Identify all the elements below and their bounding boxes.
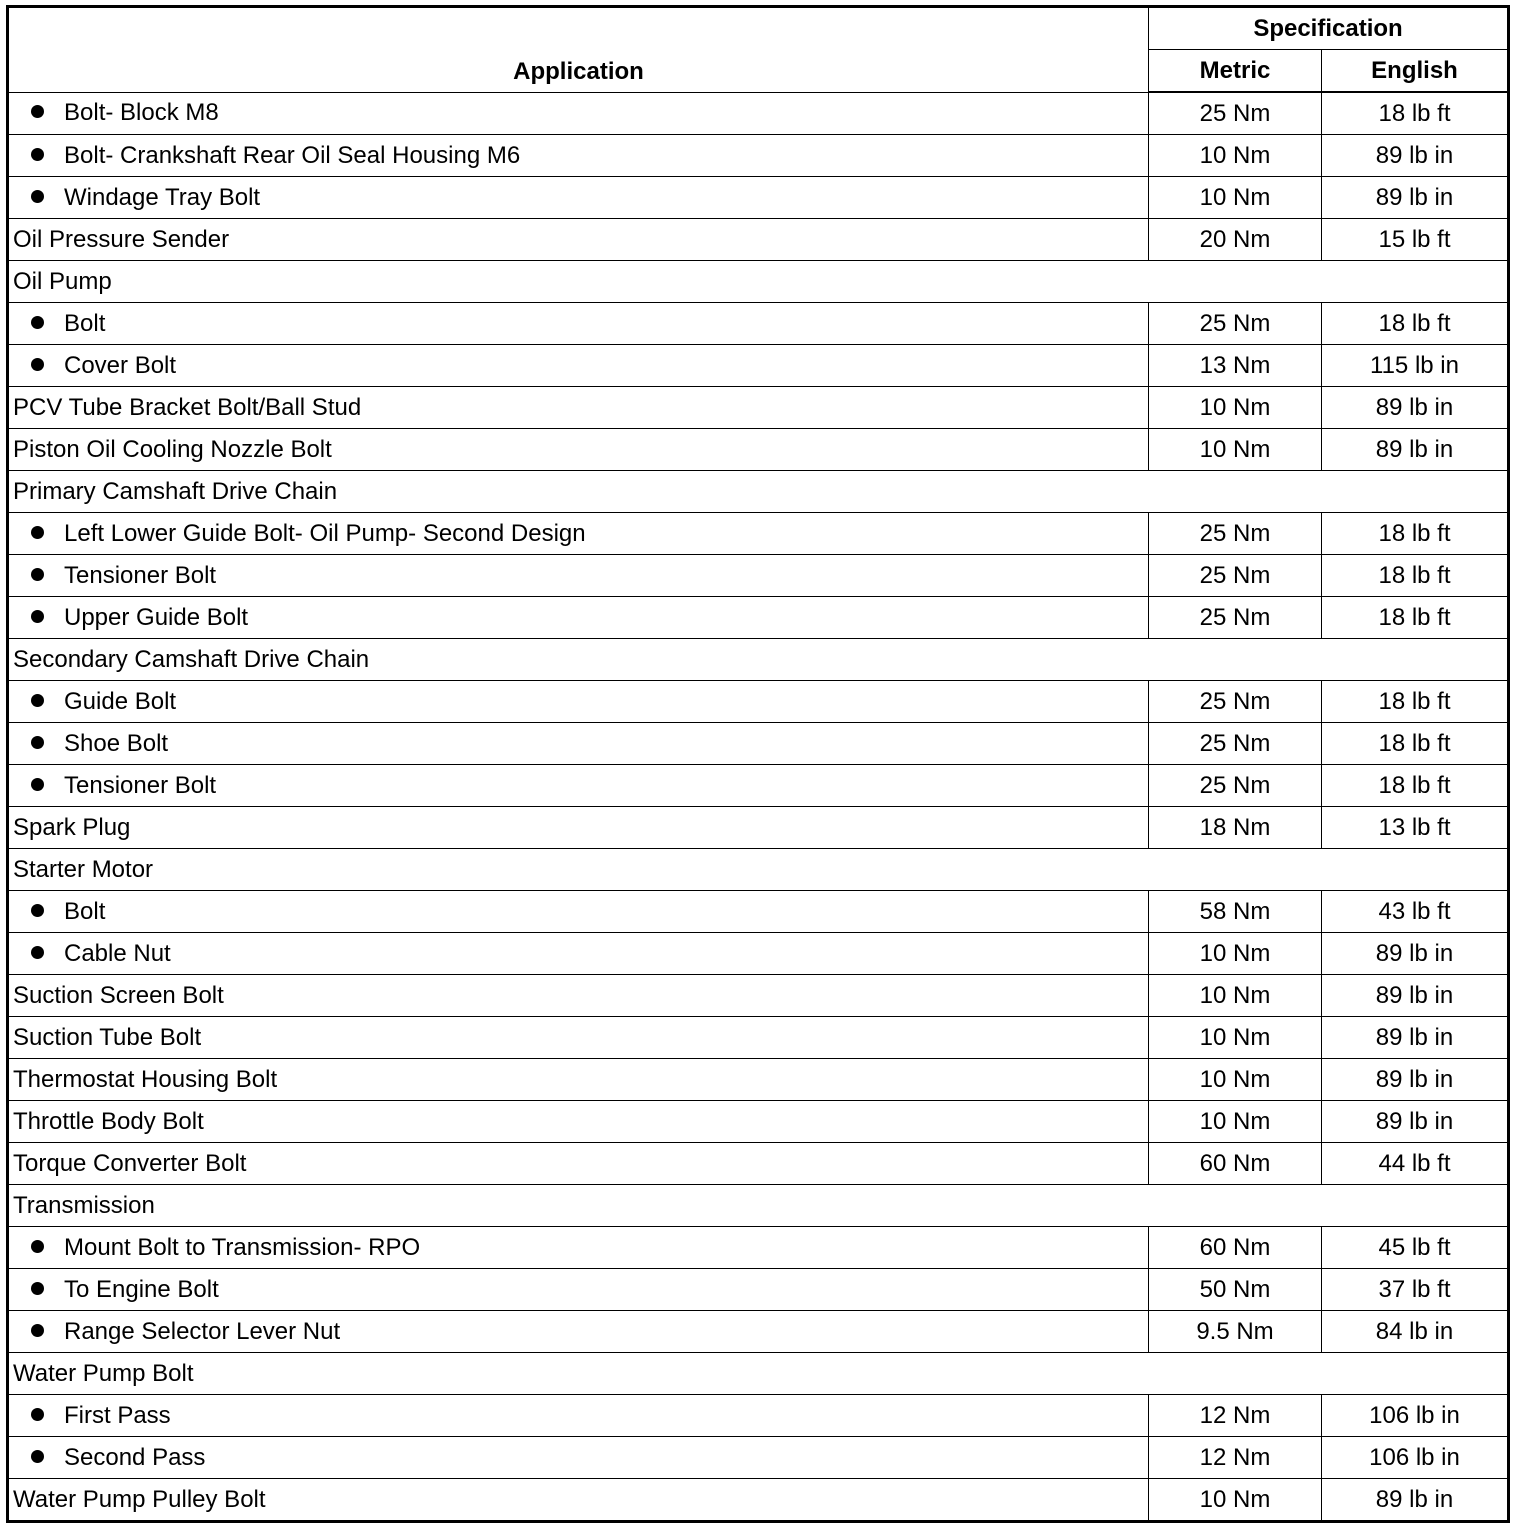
- bullet-icon: [31, 1450, 44, 1463]
- application-label: Cable Nut: [64, 939, 171, 967]
- application-cell: [8, 1395, 1149, 1437]
- application-label: PCV Tube Bracket Bolt/Ball Stud: [13, 393, 362, 421]
- bullet-icon: [31, 904, 44, 917]
- english-value: 18 lb ft: [1322, 555, 1509, 597]
- table-row: [8, 1143, 1509, 1185]
- table-row: [8, 1269, 1509, 1311]
- application-cell: [8, 92, 1149, 135]
- application-label: To Engine Bolt: [64, 1275, 219, 1303]
- english-value: 45 lb ft: [1322, 1227, 1509, 1269]
- application-label: Bolt- Block M8: [64, 99, 219, 127]
- group-label: Secondary Camshaft Drive Chain: [8, 639, 1509, 681]
- bullet-icon: [31, 190, 44, 203]
- bullet-icon: [31, 946, 44, 959]
- english-value: 37 lb ft: [1322, 1269, 1509, 1311]
- table-row: [8, 92, 1509, 135]
- application-cell: [8, 1227, 1149, 1269]
- english-value: 18 lb ft: [1322, 303, 1509, 345]
- application-cell: [8, 681, 1149, 723]
- header-row-top: [8, 7, 1509, 50]
- metric-value: 25 Nm: [1149, 723, 1322, 765]
- application-label: Piston Oil Cooling Nozzle Bolt: [13, 435, 332, 463]
- group-row: [8, 1353, 1509, 1395]
- metric-value: 10 Nm: [1149, 1479, 1322, 1522]
- application-cell: [8, 765, 1149, 807]
- application-cell: [8, 975, 1149, 1017]
- english-value: 89 lb in: [1322, 1101, 1509, 1143]
- metric-value: 25 Nm: [1149, 765, 1322, 807]
- bullet-icon: [31, 568, 44, 581]
- group-row: [8, 261, 1509, 303]
- application-cell: [8, 1479, 1149, 1522]
- metric-value: 13 Nm: [1149, 345, 1322, 387]
- english-value: 18 lb ft: [1322, 597, 1509, 639]
- metric-value: 10 Nm: [1149, 975, 1322, 1017]
- metric-value: 20 Nm: [1149, 219, 1322, 261]
- table-row: [8, 1437, 1509, 1479]
- english-value: 18 lb ft: [1322, 723, 1509, 765]
- application-label: Water Pump Pulley Bolt: [13, 1485, 266, 1513]
- english-value: 89 lb in: [1322, 135, 1509, 177]
- bullet-icon: [31, 778, 44, 791]
- table-row: [8, 681, 1509, 723]
- torque-spec-table: [6, 5, 1510, 1523]
- application-label: Bolt: [64, 897, 106, 925]
- table-row: [8, 135, 1509, 177]
- metric-value: 25 Nm: [1149, 597, 1322, 639]
- table-row: [8, 975, 1509, 1017]
- application-cell: [8, 555, 1149, 597]
- table-row: [8, 303, 1509, 345]
- application-label: Oil Pressure Sender: [13, 225, 230, 253]
- english-value: 18 lb ft: [1322, 513, 1509, 555]
- bullet-icon: [31, 694, 44, 707]
- application-cell: [8, 597, 1149, 639]
- table-row: [8, 387, 1509, 429]
- english-value: 84 lb in: [1322, 1311, 1509, 1353]
- application-label: Second Pass: [64, 1443, 206, 1471]
- group-label: Oil Pump: [8, 261, 1509, 303]
- application-label: First Pass: [64, 1401, 171, 1429]
- english-value: 13 lb ft: [1322, 807, 1509, 849]
- english-value: 106 lb in: [1322, 1395, 1509, 1437]
- application-label: Left Lower Guide Bolt- Oil Pump- Second Design: [64, 519, 586, 547]
- metric-value: 10 Nm: [1149, 387, 1322, 429]
- application-cell: [8, 135, 1149, 177]
- table-row: [8, 1059, 1509, 1101]
- metric-value: 12 Nm: [1149, 1395, 1322, 1437]
- bullet-icon: [31, 148, 44, 161]
- bullet-icon: [31, 1408, 44, 1421]
- application-label: Bolt: [64, 309, 106, 337]
- application-cell: [8, 891, 1149, 933]
- application-label: Guide Bolt: [64, 687, 177, 715]
- metric-header: Metric: [1149, 50, 1322, 93]
- table-body: [8, 92, 1509, 1522]
- english-value: 15 lb ft: [1322, 219, 1509, 261]
- application-label: Bolt- Crankshaft Rear Oil Seal Housing M6: [64, 141, 521, 169]
- metric-value: 9.5 Nm: [1149, 1311, 1322, 1353]
- english-value: 89 lb in: [1322, 933, 1509, 975]
- group-row: [8, 639, 1509, 681]
- application-cell: [8, 345, 1149, 387]
- application-label: Torque Converter Bolt: [13, 1149, 247, 1177]
- table-row: [8, 1311, 1509, 1353]
- metric-value: 25 Nm: [1149, 513, 1322, 555]
- group-row: [8, 1185, 1509, 1227]
- bullet-icon: [31, 358, 44, 371]
- group-label: Transmission: [8, 1185, 1509, 1227]
- english-value: 89 lb in: [1322, 1017, 1509, 1059]
- english-value: 89 lb in: [1322, 1059, 1509, 1101]
- application-label: Windage Tray Bolt: [64, 183, 261, 211]
- application-label: Thermostat Housing Bolt: [13, 1065, 278, 1093]
- metric-value: 25 Nm: [1149, 681, 1322, 723]
- table-row: [8, 1227, 1509, 1269]
- english-value: 89 lb in: [1322, 177, 1509, 219]
- table-row: [8, 555, 1509, 597]
- table-row: [8, 597, 1509, 639]
- application-cell: [8, 1059, 1149, 1101]
- table-row: [8, 723, 1509, 765]
- application-header: Application: [8, 7, 1149, 93]
- metric-value: 60 Nm: [1149, 1227, 1322, 1269]
- metric-value: 12 Nm: [1149, 1437, 1322, 1479]
- application-cell: [8, 219, 1149, 261]
- application-label: Upper Guide Bolt: [64, 603, 249, 631]
- group-label: Water Pump Bolt: [8, 1353, 1509, 1395]
- bullet-icon: [31, 610, 44, 623]
- table-row: [8, 765, 1509, 807]
- application-cell: [8, 1017, 1149, 1059]
- table-row: [8, 345, 1509, 387]
- application-cell: [8, 807, 1149, 849]
- english-header: English: [1322, 50, 1509, 93]
- metric-value: 50 Nm: [1149, 1269, 1322, 1311]
- group-row: [8, 849, 1509, 891]
- english-value: 18 lb ft: [1322, 92, 1509, 135]
- english-value: 44 lb ft: [1322, 1143, 1509, 1185]
- application-cell: [8, 177, 1149, 219]
- metric-value: 10 Nm: [1149, 429, 1322, 471]
- english-value: 18 lb ft: [1322, 765, 1509, 807]
- application-cell: [8, 429, 1149, 471]
- metric-value: 10 Nm: [1149, 1101, 1322, 1143]
- english-value: 115 lb in: [1322, 345, 1509, 387]
- table-row: [8, 1017, 1509, 1059]
- table-row: [8, 219, 1509, 261]
- application-cell: [8, 303, 1149, 345]
- table-row: [8, 1395, 1509, 1437]
- application-cell: [8, 1311, 1149, 1353]
- group-row: [8, 471, 1509, 513]
- metric-value: 60 Nm: [1149, 1143, 1322, 1185]
- application-label: Suction Screen Bolt: [13, 981, 224, 1009]
- english-value: 89 lb in: [1322, 975, 1509, 1017]
- application-cell: [8, 1437, 1149, 1479]
- bullet-icon: [31, 316, 44, 329]
- table-row: [8, 933, 1509, 975]
- application-cell: [8, 1101, 1149, 1143]
- table-row: [8, 1101, 1509, 1143]
- application-cell: [8, 1143, 1149, 1185]
- english-value: 18 lb ft: [1322, 681, 1509, 723]
- english-value: 43 lb ft: [1322, 891, 1509, 933]
- application-cell: [8, 1269, 1149, 1311]
- table-header: [8, 7, 1509, 93]
- english-value: 89 lb in: [1322, 387, 1509, 429]
- bullet-icon: [31, 105, 44, 118]
- table-row: [8, 807, 1509, 849]
- application-label: Tensioner Bolt: [64, 771, 217, 799]
- application-label: Mount Bolt to Transmission- RPO: [64, 1233, 421, 1261]
- application-label: Range Selector Lever Nut: [64, 1317, 341, 1345]
- application-label: Tensioner Bolt: [64, 561, 217, 589]
- metric-value: 25 Nm: [1149, 92, 1322, 135]
- bullet-icon: [31, 1324, 44, 1337]
- application-cell: [8, 723, 1149, 765]
- metric-value: 58 Nm: [1149, 891, 1322, 933]
- metric-value: 25 Nm: [1149, 303, 1322, 345]
- english-value: 89 lb in: [1322, 429, 1509, 471]
- bullet-icon: [31, 736, 44, 749]
- metric-value: 10 Nm: [1149, 933, 1322, 975]
- table-row: [8, 891, 1509, 933]
- english-value: 106 lb in: [1322, 1437, 1509, 1479]
- application-label: Shoe Bolt: [64, 729, 169, 757]
- metric-value: 10 Nm: [1149, 177, 1322, 219]
- application-cell: [8, 513, 1149, 555]
- metric-value: 18 Nm: [1149, 807, 1322, 849]
- metric-value: 10 Nm: [1149, 135, 1322, 177]
- table-row: [8, 513, 1509, 555]
- table-row: [8, 429, 1509, 471]
- application-label: Cover Bolt: [64, 351, 177, 379]
- bullet-icon: [31, 526, 44, 539]
- metric-value: 25 Nm: [1149, 555, 1322, 597]
- table-row: [8, 177, 1509, 219]
- application-cell: [8, 933, 1149, 975]
- metric-value: 10 Nm: [1149, 1017, 1322, 1059]
- specification-header: Specification: [1149, 7, 1509, 50]
- group-label: Starter Motor: [8, 849, 1509, 891]
- bullet-icon: [31, 1282, 44, 1295]
- bullet-icon: [31, 1240, 44, 1253]
- english-value: 89 lb in: [1322, 1479, 1509, 1522]
- application-label: Suction Tube Bolt: [13, 1023, 202, 1051]
- table-row: [8, 1479, 1509, 1522]
- metric-value: 10 Nm: [1149, 1059, 1322, 1101]
- group-label: Primary Camshaft Drive Chain: [8, 471, 1509, 513]
- application-cell: [8, 387, 1149, 429]
- application-label: Spark Plug: [13, 813, 131, 841]
- application-label: Throttle Body Bolt: [13, 1107, 204, 1135]
